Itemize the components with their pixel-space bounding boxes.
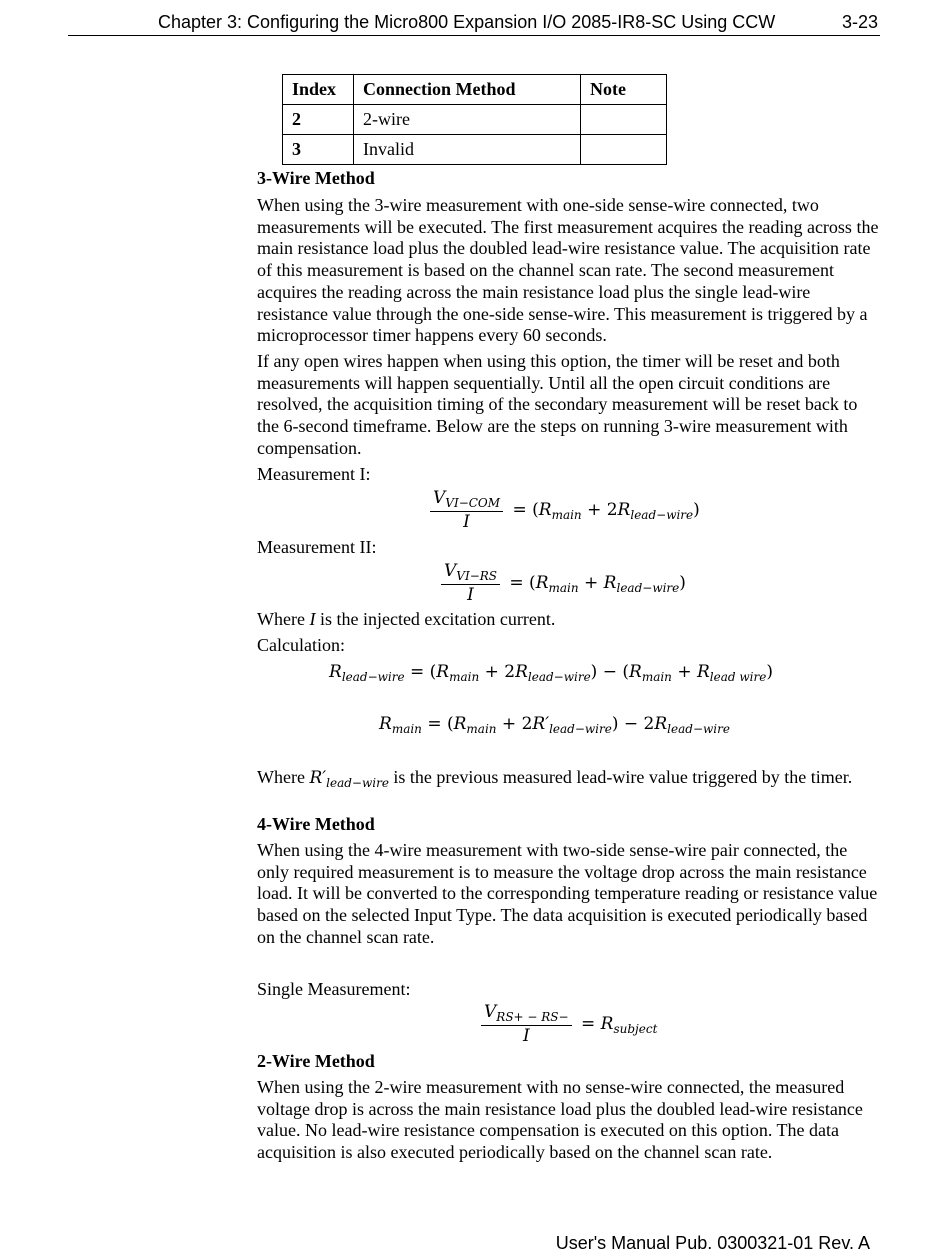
column-header: Index bbox=[283, 75, 354, 105]
single-measurement-label: Single Measurement: bbox=[257, 979, 411, 999]
table-cell: Invalid bbox=[354, 135, 581, 165]
chapter-title: Chapter 3: Configuring the Micro800 Expansion I/O 2085-IR8-SC Using CCW bbox=[158, 12, 776, 32]
where-lead-wire-sentence: Where $R'_{lead-wire}$ is the previous measured lead-wire value triggered by the timer. bbox=[257, 767, 853, 790]
table-row bbox=[283, 105, 667, 135]
measurement-1-equation: $\frac{V_{VI-COM}}{I}$ = $(R_{main} + 2R_{lead-wire})$ bbox=[430, 490, 700, 531]
four-wire-para: When using the 4-wire measurement with two-side sense-wire pair connected, the only required measurement is to measure the voltage drop across the main resistance load. It will be converted to the corresponding temperature reading or resistance value based on the selected Input Type. The data acquisition is executed periodically based on the channel scan rate. bbox=[257, 840, 878, 947]
measurement-2-label: Measurement II: bbox=[257, 537, 377, 557]
two-wire-para: When using the 2-wire measurement with no sense-wire connected, the measured voltage drop is across the main resistance load plus the doubled lead-wire resistance value. No lead-wire resistance compensation is executed on this option. The data acquisition is also executed periodically based on the channel scan rate. bbox=[257, 1077, 863, 1163]
page-number: 3-23 bbox=[841, 12, 878, 32]
single-measurement-equation: $\frac{V_{RS+ - RS-}}{I}$ = $R_{subject}$ bbox=[481, 1004, 657, 1045]
calculation-equation-2: $R_{main} = (R_{main} + 2R'_{lead-wire}) - 2R_{lead-wire}$ bbox=[379, 714, 730, 736]
connection-method-table bbox=[282, 74, 667, 165]
table-header-row bbox=[283, 75, 667, 105]
four-wire-heading: 4-Wire Method bbox=[257, 814, 375, 834]
calculation-equation-1: $R_{lead-wire} = (R_{main} + 2R_{lead-wire}) - (R_{main} + R_{lead wire})$ bbox=[329, 662, 773, 684]
table-cell bbox=[581, 135, 667, 165]
page-footer: User's Manual Pub. 0300321-01 Rev. A bbox=[555, 1233, 870, 1253]
table-cell bbox=[581, 105, 667, 135]
table-cell: 2 bbox=[283, 105, 354, 135]
table-cell: 3 bbox=[283, 135, 354, 165]
measurement-2-equation: $\frac{V_{VI-RS}}{I}$ = $(R_{main} + R_{lead-wire})$ bbox=[441, 563, 686, 604]
where-current-sentence: Where I is the injected excitation current. bbox=[257, 609, 556, 629]
two-wire-heading: 2-Wire Method bbox=[257, 1051, 375, 1071]
table-row bbox=[283, 135, 667, 165]
column-header: Note bbox=[581, 75, 667, 105]
measurement-1-label: Measurement I: bbox=[257, 464, 371, 484]
three-wire-para-1: When using the 3-wire measurement with one-side sense-wire connected, two measurements will be executed. The first measurement acquires the reading across the main resistance load plus the doubled lead-wire resistance value. The acquisition rate of this measurement is based on the channel scan rate. The second measurement acquires the reading across the main resistance load plus the single lead-wire resistance value through the one-side sense-wire. This measurement is triggered by a microprocessor timer happens every 60 seconds. bbox=[257, 195, 879, 346]
calculation-label: Calculation: bbox=[257, 635, 345, 655]
three-wire-para-2: If any open wires happen when using this option, the timer will be reset and both measurements will happen sequentially. Until all the open circuit conditions are resolved, the acquisition timing of the secondary measurement will be reset back to the 6-second timeframe. Below are the steps on running 3-wire measurement with compensation. bbox=[257, 351, 858, 458]
three-wire-heading: 3-Wire Method bbox=[257, 168, 375, 188]
page-header bbox=[68, 8, 880, 36]
table-cell: 2-wire bbox=[354, 105, 581, 135]
column-header: Connection Method bbox=[354, 75, 581, 105]
